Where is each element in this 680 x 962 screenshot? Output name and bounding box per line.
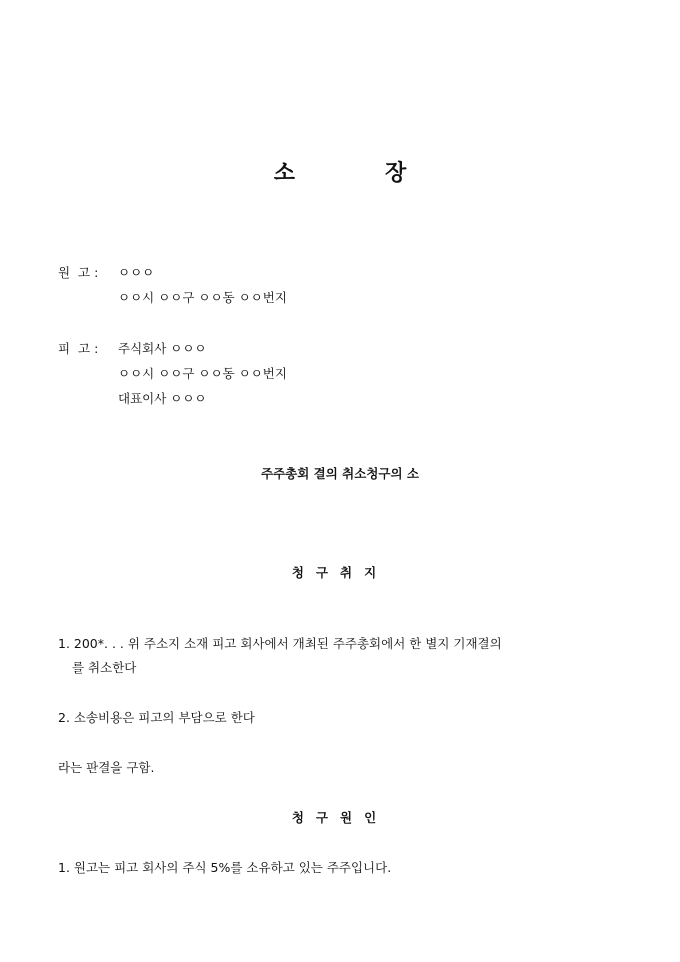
plaintiff-label: 원 고 : xyxy=(58,265,99,280)
claim-purpose-item-1-line-1: 1. 200*. . . 위 주소지 소재 피고 회사에서 개최된 주주총회에서 한 별지 기재결의 xyxy=(58,636,502,651)
defendant-name: 주식회사 ㅇㅇㅇ xyxy=(118,341,207,356)
defendant-label: 피 고 : xyxy=(58,341,99,356)
claim-purpose-item-1-line-2: 를 취소한다 xyxy=(72,660,137,675)
title-char-left: 소 xyxy=(273,160,295,186)
plaintiff-address: ㅇㅇ시 ㅇㅇ구 ㅇㅇ동 ㅇㅇ번지 xyxy=(118,290,287,305)
claim-cause-item-1: 1. 원고는 피고 회사의 주식 5%를 소유하고 있는 주주입니다. xyxy=(58,860,392,875)
claim-cause-heading: 청구원인 xyxy=(291,810,389,825)
judgment-request: 라는 판결을 구함. xyxy=(58,760,155,775)
claim-purpose-heading: 청구취지 xyxy=(291,565,389,580)
defendant-address: ㅇㅇ시 ㅇㅇ구 ㅇㅇ동 ㅇㅇ번지 xyxy=(118,366,287,381)
document-title xyxy=(0,156,680,187)
defendant-representative: 대표이사 ㅇㅇㅇ xyxy=(118,391,207,406)
defendant-block xyxy=(58,336,287,411)
case-title: 주주총회 결의 취소청구의 소 xyxy=(261,466,419,481)
claim-purpose-item-2: 2. 소송비용은 피고의 부담으로 한다 xyxy=(58,710,255,725)
plaintiff-block xyxy=(58,260,287,310)
claim-purpose-item-1 xyxy=(58,632,628,680)
title-char-right: 장 xyxy=(385,160,407,186)
plaintiff-name: ㅇㅇㅇ xyxy=(118,265,155,280)
